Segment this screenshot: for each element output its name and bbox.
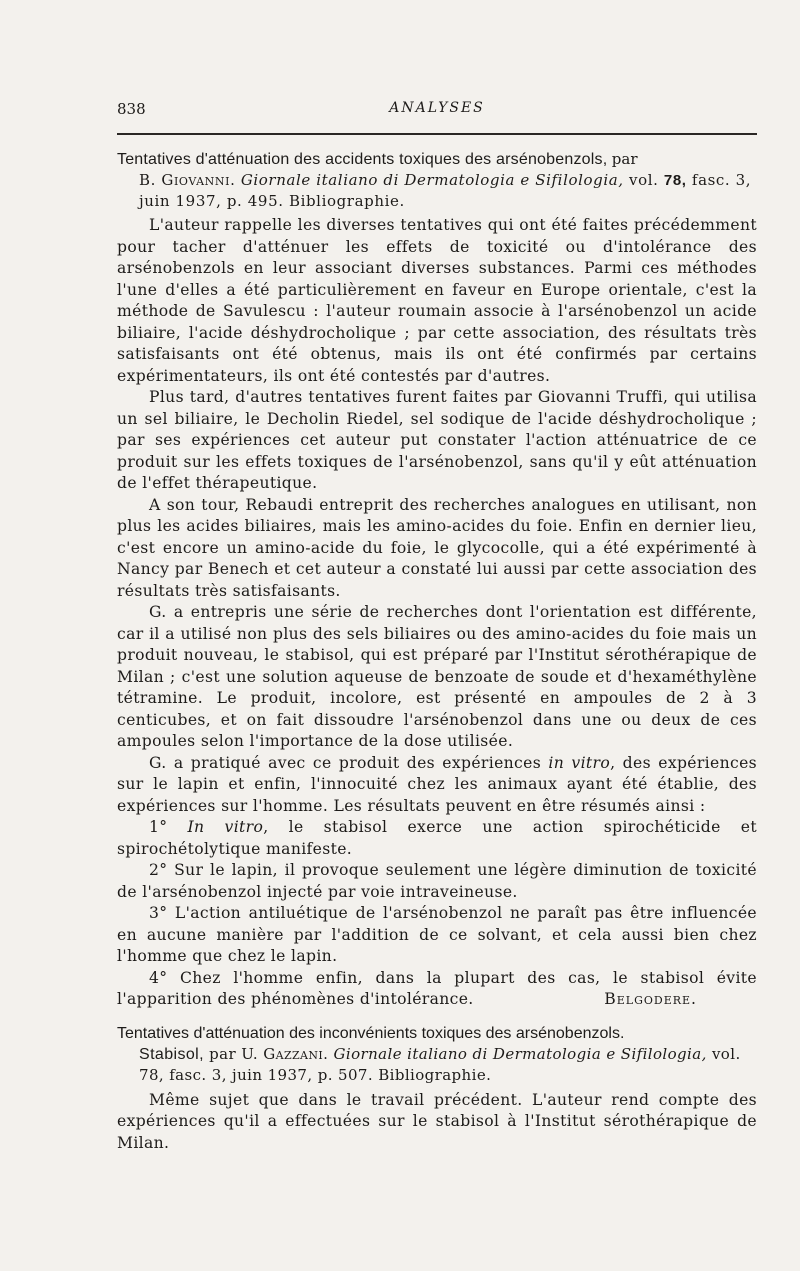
- author-name: Giovanni.: [161, 171, 236, 189]
- in-vitro-term: In vitro: [187, 818, 264, 836]
- author-name: Gazzani.: [263, 1044, 329, 1063]
- item-number: 1°: [149, 818, 188, 836]
- volume-number: 78,: [663, 172, 687, 189]
- subtitle-word: Stabisol,: [139, 1045, 204, 1063]
- byline-par: par: [611, 150, 638, 168]
- result-item-3: 3° L'action antiluétique de l'arsénobenzol ne paraît pas être influencée en aucune manière par l'addition de ce solvant, et cela aussi bien chez l'homme que chez le lapin.: [117, 904, 757, 965]
- item-text: , le stabisol exerce une action spirochéticide et spirochétolytique manifeste.: [117, 818, 757, 858]
- volume-number: 78,: [139, 1065, 165, 1084]
- result-item-1: [117, 817, 757, 860]
- byline: [117, 1044, 757, 1086]
- volume-label: vol.: [629, 171, 659, 189]
- author-initial: U.: [241, 1044, 259, 1063]
- article-giovanni: [117, 149, 757, 1011]
- article-gazzani: [117, 1023, 757, 1155]
- item-text: 4° Chez l'homme enfin, dans la plupart des cas, le stabisol évite l'apparition des phénomènes d'intolérance.: [117, 968, 757, 1008]
- running-head-title: ANALYSES: [389, 100, 485, 116]
- paragraph-text: G. a pratiqué avec ce produit des expériences: [149, 753, 549, 772]
- header-rule: [117, 133, 757, 135]
- byline: [117, 170, 757, 211]
- running-head: [117, 100, 757, 122]
- volume-label: vol.: [711, 1044, 741, 1063]
- result-item-4: [117, 968, 757, 1011]
- paragraph: [117, 753, 757, 818]
- publication-details: fasc. 3, juin 1937, p. 495. Bibliographie.: [139, 171, 752, 210]
- journal-name: Giornale italiano di Dermatologia e Sifilologia,: [333, 1044, 707, 1063]
- paragraph-text: , des expériences sur le lapin et enfin, l'innocuité chez les animaux ayant été établie, des expériences sur l'homme. Les résultats peuvent en être résumés ainsi :: [117, 753, 757, 815]
- paragraph: G. a entrepris une série de recherches dont l'orientation est différente, car il a utilisé non plus des sels biliaires ou des amino-acides du foie mais un produit nouveau, le stabisol, qui est préparé par l'Institut sérothérapique de Milan ; c'est une solution aqueuse de benzoate de soude et d'hexaméthylène tétramine. Le produit, incolore, est présenté en ampoules de 2 à 3 centicubes, et on fait dissoudre l'arsénobenzol dans une ou deux de ces ampoules selon l'importance de la dose utilisée.: [117, 603, 757, 750]
- document-page: [117, 100, 757, 1166]
- journal-name: Giornale italiano di Dermatologia e Sifilologia,: [240, 171, 624, 189]
- article-title: Tentatives d'atténuation des inconvénients toxiques des arsénobenzols.: [117, 1024, 625, 1042]
- page-number: 838: [117, 100, 146, 118]
- article-title-text: Tentatives d'atténuation des accidents toxiques des arsénobenzols,: [117, 151, 608, 168]
- publication-details: fasc. 3, juin 1937, p. 507. Bibliographie.: [169, 1065, 492, 1084]
- article-title: [117, 149, 757, 170]
- author-initial: B.: [139, 171, 156, 189]
- paragraph: Même sujet que dans le travail précédent. L'auteur rend compte des expériences qu'il a effectuées sur le stabisol à l'Institut sérothérapique de Milan.: [117, 1090, 757, 1152]
- reviewer-signature: Belgodere.: [604, 990, 697, 1008]
- in-vitro-term: in vitro: [548, 753, 611, 772]
- byline-par: par: [209, 1044, 237, 1063]
- result-item-2: 2° Sur le lapin, il provoque seulement une légère diminution de toxicité de l'arsénobenzol injecté par voie intraveineuse.: [117, 861, 757, 901]
- paragraph: L'auteur rappelle les diverses tentatives qui ont été faites précédemment pour tacher d'atténuer les effets de toxicité ou d'intolérance des arsénobenzols en leur associant diverses substances. Parmi ces méthodes l'une d'elles a été particulièrement en faveur en Europe orientale, c'est la méthode de Savulescu : l'auteur roumain associe à l'arsénobenzol un acide biliaire, l'acide déshydrocholique ; par cette association, des résultats très satisfaisants ont été obtenus, mais ils ont été confirmés par certains expérimentateurs, ils ont été contestés par d'autres.: [117, 216, 757, 385]
- paragraph: Plus tard, d'autres tentatives furent faites par Giovanni Truffi, qui utilisa un sel biliaire, le Decholin Riedel, sel sodique de l'acide déshydrocholique ; par ses expériences cet auteur put constater l'action atténuatrice de ce produit sur les effets toxiques de l'arsénobenzol, sans qu'il y eût atténuation de l'effet thérapeutique.: [117, 388, 757, 492]
- paragraph: A son tour, Rebaudi entreprit des recherches analogues en utilisant, non plus les acides biliaires, mais les amino-acides du foie. Enfin en dernier lieu, c'est encore un amino-acide du foie, le glycocolle, qui a été expérimenté à Nancy par Benech et cet auteur a constaté lui aussi par cette association des résultats très satisfaisants.: [117, 495, 757, 600]
